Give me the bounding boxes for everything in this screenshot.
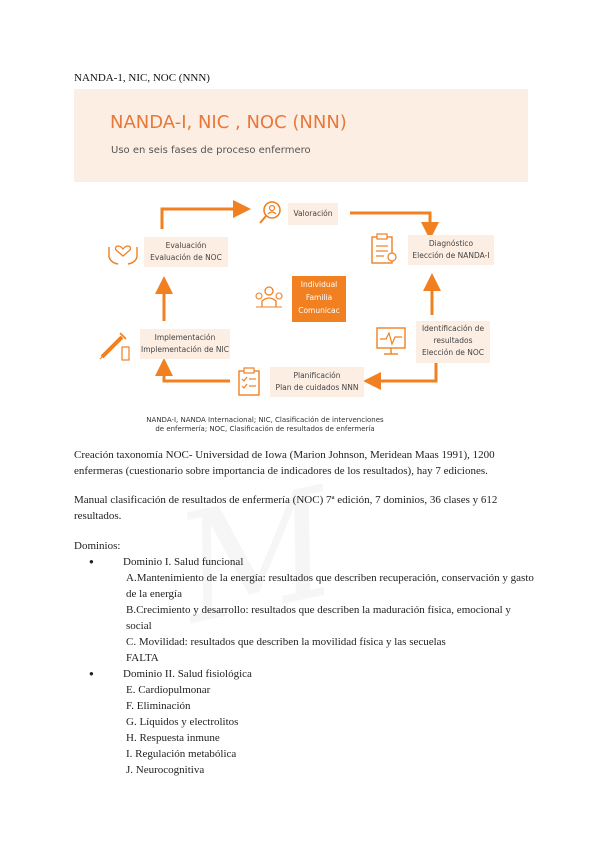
arrow-identificacion-planificacion: [372, 363, 436, 381]
box-implementacion: [140, 329, 230, 359]
domain-subitem: E. Cardiopulmonar: [126, 684, 211, 696]
arrow-planificacion-implementacion: [164, 367, 230, 381]
box-valoracion: [288, 203, 338, 225]
domain-item: [74, 666, 534, 778]
box-planificacion-line2: Plan de cuidados NNN: [275, 383, 359, 392]
box-planificacion-line1: Planificación: [293, 371, 341, 380]
center-box: [292, 276, 346, 322]
center-line2: Familia: [305, 293, 333, 302]
paragraph-creacion: Creación taxonomía NOC- Universidad de Iowa (Marion Johnson, Meridean Maas 1991), 1200 enfermeras (cuestionario sobre importancia de indicadores de los resultados), hay 7 ediciones.: [74, 449, 495, 477]
box-evaluacion: [144, 237, 228, 267]
box-implementacion-line1: Implementación: [154, 333, 216, 342]
domain-subitem: F. Eliminación: [126, 700, 191, 712]
box-diagnostico: [408, 235, 494, 265]
domain-item: [74, 554, 534, 666]
paragraph-dominios-heading: Dominios:: [74, 540, 121, 552]
box-valoracion-label: Valoración: [293, 209, 333, 218]
box-diagnostico-line2: Elección de NANDA-I: [412, 251, 490, 260]
domains-list: [74, 554, 534, 778]
domain-subitem: H. Respuesta inmune: [126, 732, 220, 744]
checklist-plan-icon: [236, 367, 264, 397]
box-planificacion: [270, 367, 364, 397]
syringe-icon: [98, 329, 132, 363]
paragraph-manual: Manual clasificación de resultados de enfermería (NOC) 7ª edición, 7 dominios, 36 clases y 612 resultados.: [74, 494, 498, 522]
domain-subitem: FALTA: [126, 652, 159, 664]
box-evaluacion-line2: Evaluación de NOC: [150, 253, 222, 262]
box-implementacion-line2: Implementación de NIC: [141, 345, 229, 354]
banner-subtitle: Uso en seis fases de proceso enfermero: [111, 145, 311, 156]
care-hands-heart-icon: [106, 235, 140, 267]
box-identificacion-line2: resultados: [433, 336, 473, 345]
caption-line2: de enfermería; NOC, Clasificación de resultados de enfermería: [155, 425, 375, 433]
nnn-figure: [74, 89, 528, 409]
domain-subitem: A.Mantenimiento de la energía: resultados que describen recuperación, conservación y gasto de la energía: [126, 572, 534, 600]
clipboard-diagnosis-icon: [368, 233, 398, 265]
page-title: NANDA-1, NIC, NOC (NNN): [74, 72, 210, 84]
arrow-valoracion-diagnostico: [350, 213, 430, 231]
monitor-results-icon: [374, 325, 410, 357]
people-group-icon: [254, 283, 284, 313]
banner-title: NANDA-I, NIC , NOC (NNN): [110, 112, 347, 133]
domain-subitem: J. Neurocognitiva: [126, 764, 205, 776]
center-line1: Individual: [300, 280, 338, 289]
box-diagnostico-line1: Diagnóstico: [428, 239, 474, 248]
domain-subitem: C. Movilidad: resultados que describen la movilidad física y las secuelas: [126, 636, 446, 648]
caption-line1: NANDA-I, NANDA Internacional; NIC, Clasificación de intervenciones: [146, 416, 384, 424]
box-evaluacion-line1: Evaluación: [165, 241, 207, 250]
domain-subitem: I. Regulación metabólica: [126, 748, 237, 760]
search-person-icon: [258, 199, 284, 225]
domain-title: ● Dominio I. Salud funcional: [123, 556, 244, 568]
box-identificacion: [416, 321, 490, 363]
arrow-evaluacion-valoracion: [162, 209, 242, 229]
figure-caption: [100, 416, 430, 434]
domain-subitem: B.Crecimiento y desarrollo: resultados que describen la maduración física, emocional y social: [126, 604, 511, 632]
box-identificacion-line3: Elección de NOC: [421, 348, 484, 357]
domain-subitem: G. Líquidos y electrolitos: [126, 716, 239, 728]
domain-title: ● Dominio II. Salud fisiológica: [123, 668, 252, 680]
box-identificacion-line1: Identificación de: [421, 324, 485, 333]
center-line3: Comunicac: [298, 306, 340, 315]
